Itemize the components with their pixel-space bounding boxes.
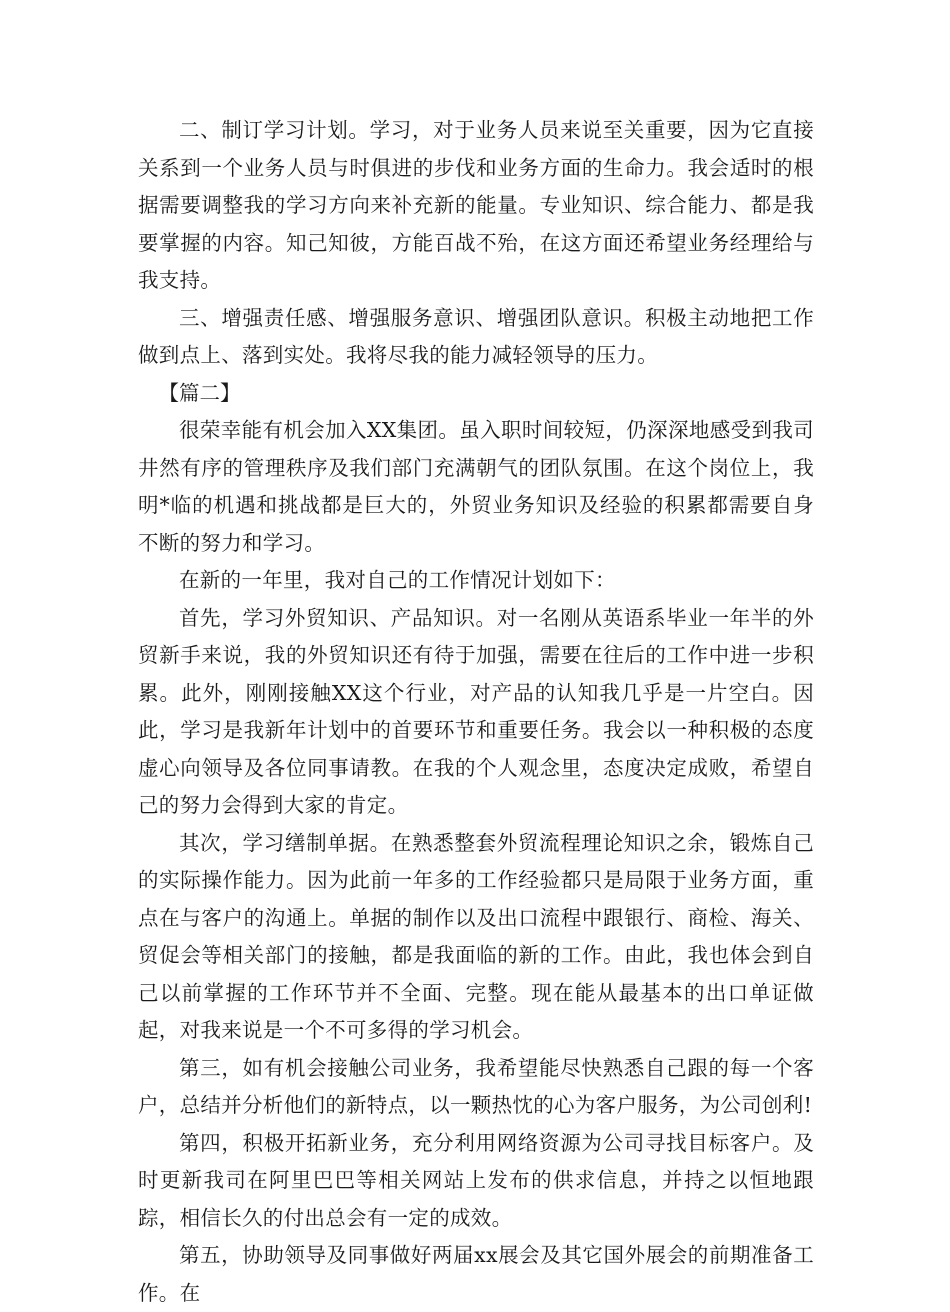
document-body: [138, 112, 814, 1312]
paragraph-first: 首先，学习外贸知识、产品知识。对一名刚从英语系毕业一年半的外贸新手来说，我的外贸知识还有待于加强，需要在往后的工作中进一步积累。此外，刚刚接触XX这个行业，对产品的认知我几乎是一片空白。因此，学习是我新年计划中的首要环节和重要任务。我会以一种积极的态度虚心向领导及各位同事请教。在我的个人观念里，态度决定成败，希望自己的努力会得到大家的肯定。: [138, 605, 814, 817]
paragraph-fourth: 第四，积极开拓新业务，充分利用网络资源为公司寻找目标客户。及时更新我司在阿里巴巴等相关网站上发布的供求信息，并持之以恒地跟踪，相信长久的付出总会有一定的成效。: [138, 1130, 814, 1230]
paragraph-fifth: 第五，协助领导及同事做好两届xx展会及其它国外展会的前期准备工作。在: [138, 1243, 814, 1305]
paragraph-intro: 很荣幸能有机会加入XX集团。虽入职时间较短，仍深深地感受到我司井然有序的管理秩序及我们部门充满朝气的团队氛围。在这个岗位上，我明*临的机遇和挑战都是巨大的，外贸业务知识及经验的积累都需要自身不断的努力和学习。: [138, 418, 814, 555]
paragraph-study-plan: 二、制订学习计划。学习，对于业务人员来说至关重要，因为它直接关系到一个业务人员与时俱进的步伐和业务方面的生命力。我会适时的根据需要调整我的学习方向来补充新的能量。专业知识、综合能力、都是我要掌握的内容。知己知彼，方能百战不殆，在这方面还希望业务经理给与我支持。: [138, 118, 814, 292]
paragraph-second: 其次，学习缮制单据。在熟悉整套外贸流程理论知识之余，锻炼自己的实际操作能力。因为此前一年多的工作经验都只是局限于业务方面，重点在与客户的沟通上。单据的制作以及出口流程中跟银行、商检、海关、贸促会等相关部门的接触，都是我面临的新的工作。由此，我也体会到自己以前掌握的工作环节并不全面、完整。现在能从最基本的出口单证做起，对我来说是一个不可多得的学习机会。: [138, 830, 814, 1042]
section-heading: 【篇二】: [158, 380, 241, 405]
paragraph-third: 第三，如有机会接触公司业务，我希望能尽快熟悉自己跟的每一个客户，总结并分析他们的新特点，以一颗热忱的心为客户服务，为公司创利!: [138, 1055, 814, 1117]
paragraph-responsibility: 三、增强责任感、增强服务意识、增强团队意识。积极主动地把工作做到点上、落到实处。我将尽我的能力减轻领导的压力。: [138, 305, 814, 367]
paragraph-plan-lead: 在新的一年里，我对自己的工作情况计划如下：: [179, 568, 616, 592]
